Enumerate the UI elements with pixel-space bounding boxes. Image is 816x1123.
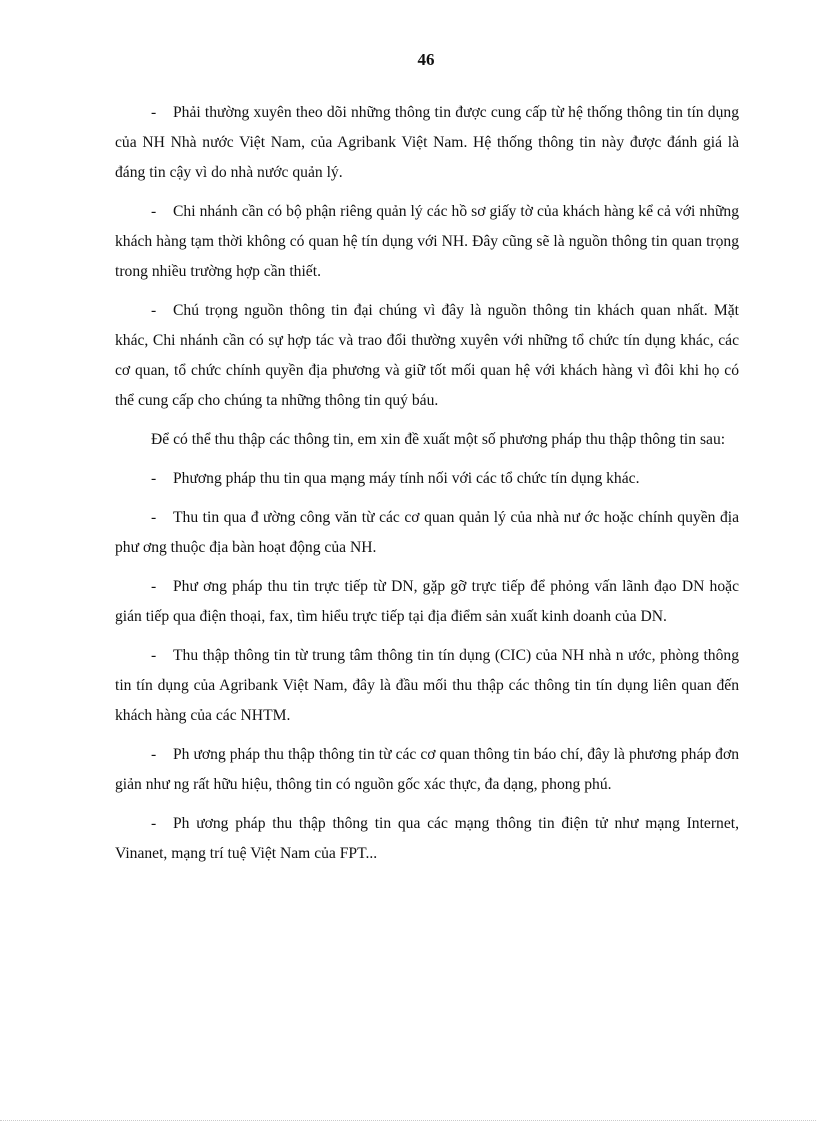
paragraph-text: Phương pháp thu tin qua mạng máy tính nối với các tổ chức tín dụng khác. [173, 470, 640, 487]
paragraph [115, 572, 739, 632]
bullet-dash: - [151, 104, 157, 121]
paragraph-text: Phư ơng pháp thu tin trực tiếp từ DN, gặp gỡ trực tiếp để phỏng vấn lãnh đạo DN hoặc gián tiếp qua điện thoại, fax, tìm hiểu trực tiếp tại địa điểm sản xuất kinh doanh của DN. [115, 578, 739, 625]
bullet-dash: - [151, 509, 157, 526]
page-number: 46 [417, 50, 435, 69]
bullet-dash: - [151, 815, 157, 832]
paragraph-text: Chi nhánh cần có bộ phận riêng quản lý các hồ sơ giấy tờ của khách hàng kể cả với những khách hàng tạm thời không có quan hệ tín dụng với NH. Đây cũng sẽ là nguồn thông tin quan trọng trong nhiều trường hợp cần thiết. [115, 203, 739, 280]
paragraph [115, 740, 739, 800]
page-body [115, 98, 739, 878]
paragraph-text: Phải thường xuyên theo dõi những thông tin được cung cấp từ hệ thống thông tin tín dụng của NH Nhà nước Việt Nam, của Agribank Việt Nam. Hệ thống thông tin này được đánh giá là đáng tin cậy vì do nhà nước quản lý. [115, 104, 739, 181]
paragraph [115, 464, 739, 494]
paragraph-text: Ph ương pháp thu thập thông tin qua các mạng thông tin điện tử như mạng Internet, Vinanet, mạng trí tuệ Việt Nam của FPT... [115, 815, 739, 862]
paragraph-text: Ph ương pháp thu thập thông tin từ các cơ quan thông tin báo chí, đây là phương pháp đơn giản như ng rất hữu hiệu, thông tin có nguồn gốc xác thực, đa dạng, phong phú. [115, 746, 739, 793]
paragraph-text: Thu tin qua đ ường công văn từ các cơ quan quản lý của nhà nư ớc hoặc chính quyền địa phư ơng thuộc địa bàn hoạt động của NH. [115, 509, 739, 556]
bullet-dash: - [151, 302, 157, 319]
paragraph-text: Chú trọng nguồn thông tin đại chúng vì đây là nguồn thông tin khách quan nhất. Mặt khác, Chi nhánh cần có sự hợp tác và trao đổi thường xuyên với những tổ chức tín dụng khác, các cơ quan, tổ chức chính quyền địa phương và giữ tốt mối quan hệ với khách hàng vì đôi khi họ có thể cung cấp cho chúng ta những thông tin quý báu. [115, 302, 739, 409]
paragraph [115, 197, 739, 287]
bullet-dash: - [151, 746, 157, 763]
paragraph [115, 425, 739, 455]
bullet-dash: - [151, 578, 157, 595]
paragraph [115, 641, 739, 731]
bullet-dash: - [151, 647, 157, 664]
paragraph-text: Để có thể thu thập các thông tin, em xin đề xuất một số phương pháp thu thập thông tin sau: [151, 431, 726, 448]
paragraph-text: Thu thập thông tin từ trung tâm thông tin tín dụng (CIC) của NH nhà n ước, phòng thông tin tín dụng của Agribank Việt Nam, đây là đầu mối thu thập các thông tin tín dụng liên quan đến khách hàng của các NHTM. [115, 647, 739, 724]
paragraph [115, 98, 739, 188]
bullet-dash: - [151, 470, 157, 487]
paragraph [115, 296, 739, 416]
paragraph [115, 503, 739, 563]
bullet-dash: - [151, 203, 157, 220]
paragraph [115, 809, 739, 869]
page-bottom-border [0, 1120, 816, 1121]
